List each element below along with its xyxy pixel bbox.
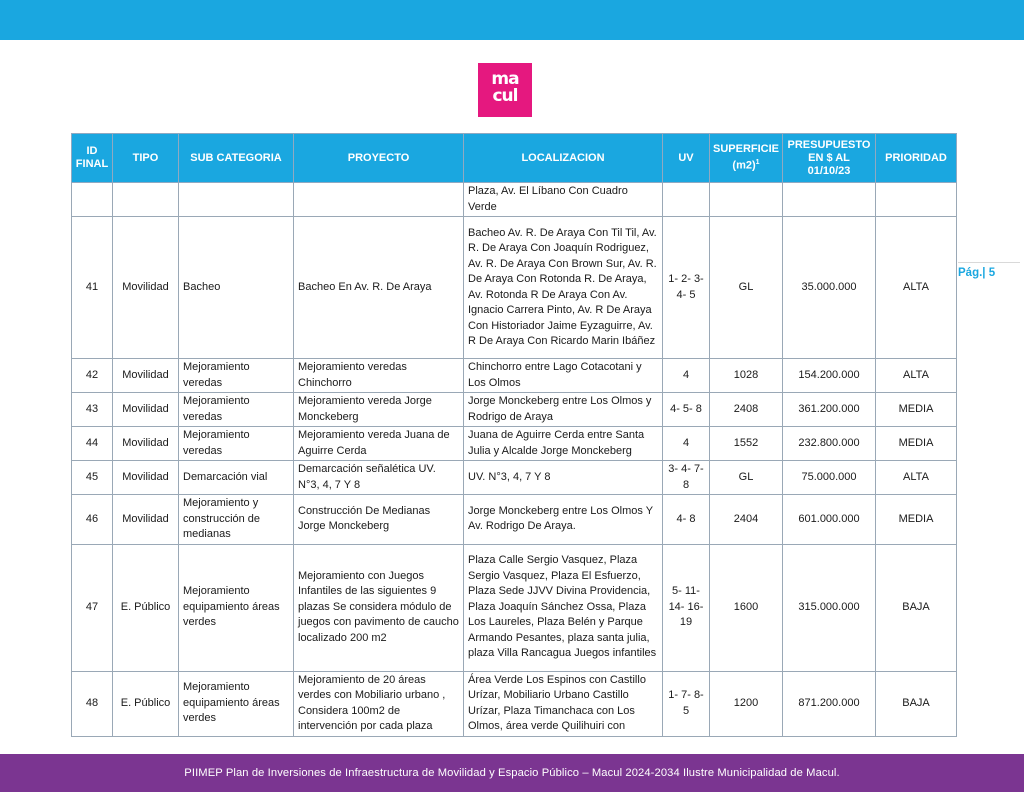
cell-presupuesto: 154.200.000: [783, 359, 876, 393]
header-tipo: TIPO: [113, 134, 179, 183]
cell-id: 46: [72, 495, 113, 545]
table-row: [72, 359, 957, 393]
cell-tipo: Movilidad: [113, 495, 179, 545]
table-row: [72, 183, 957, 217]
header-proyecto: PROYECTO: [294, 134, 464, 183]
cell-tipo: [113, 183, 179, 217]
cell-presupuesto: 35.000.000: [783, 217, 876, 359]
cell-prioridad: MEDIA: [876, 393, 957, 427]
header-superficie: [710, 134, 783, 183]
cell-uv: 1- 2- 3- 4- 5: [663, 217, 710, 359]
table-body: [72, 183, 957, 737]
cell-id: 42: [72, 359, 113, 393]
table-row: [72, 427, 957, 461]
cell-id: 48: [72, 671, 113, 736]
logo-line-2: cul: [492, 86, 518, 106]
cell-superficie: GL: [710, 461, 783, 495]
header-prioridad: PRIORIDAD: [876, 134, 957, 183]
cell-tipo: Movilidad: [113, 427, 179, 461]
cell-localizacion: UV. N°3, 4, 7 Y 8: [464, 461, 663, 495]
cell-presupuesto: [783, 183, 876, 217]
cell-superficie: 1200: [710, 671, 783, 736]
cell-id: 41: [72, 217, 113, 359]
header-sub-categoria: SUB CATEGORIA: [179, 134, 294, 183]
cell-sub-categoria: Mejoramiento equipamiento áreas verdes: [179, 544, 294, 671]
cell-id: 47: [72, 544, 113, 671]
cell-proyecto: Mejoramiento de 20 áreas verdes con Mobiliario urbano , Considera 100m2 de intervención por cada plaza: [294, 671, 464, 736]
cell-proyecto: Mejoramiento vereda Jorge Monckeberg: [294, 393, 464, 427]
cell-tipo: Movilidad: [113, 393, 179, 427]
cell-uv: 1- 7- 8- 5: [663, 671, 710, 736]
page-number: Pág.| 5: [958, 262, 1020, 279]
cell-prioridad: BAJA: [876, 671, 957, 736]
cell-uv: 3- 4- 7- 8: [663, 461, 710, 495]
cell-superficie: 1028: [710, 359, 783, 393]
cell-uv: 4- 8: [663, 495, 710, 545]
cell-sub-categoria: Mejoramiento y construcción de medianas: [179, 495, 294, 545]
cell-sub-categoria: Mejoramiento veredas: [179, 427, 294, 461]
table-header-row: [72, 134, 957, 183]
table-row: [72, 671, 957, 736]
cell-uv: 5- 11- 14- 16- 19: [663, 544, 710, 671]
footer-band: [0, 754, 1024, 792]
cell-id: 44: [72, 427, 113, 461]
cell-proyecto: Bacheo En Av. R. De Araya: [294, 217, 464, 359]
cell-localizacion: Chinchorro entre Lago Cotacotani y Los Olmos: [464, 359, 663, 393]
cell-sub-categoria: [179, 183, 294, 217]
cell-prioridad: ALTA: [876, 461, 957, 495]
cell-id: 45: [72, 461, 113, 495]
table-row: [72, 461, 957, 495]
cell-tipo: Movilidad: [113, 217, 179, 359]
cell-uv: 4: [663, 427, 710, 461]
cell-proyecto: Mejoramiento con Juegos Infantiles de las siguientes 9 plazas Se considera módulo de juegos con pavimento de caucho localizado 200 m2: [294, 544, 464, 671]
header-superficie-label: SUPERFICIE (m2): [713, 143, 780, 172]
cell-sub-categoria: Bacheo: [179, 217, 294, 359]
cell-presupuesto: 315.000.000: [783, 544, 876, 671]
cell-presupuesto: 361.200.000: [783, 393, 876, 427]
header-presupuesto: PRESUPUESTO EN $ AL 01/10/23: [783, 134, 876, 183]
cell-proyecto: Demarcación señalética UV. N°3, 4, 7 Y 8: [294, 461, 464, 495]
cell-superficie: 1552: [710, 427, 783, 461]
cell-proyecto: Mejoramiento vereda Juana de Aguirre Cerda: [294, 427, 464, 461]
header-localizacion: LOCALIZACION: [464, 134, 663, 183]
table-row: [72, 495, 957, 545]
cell-prioridad: ALTA: [876, 359, 957, 393]
cell-localizacion: Jorge Monckeberg entre Los Olmos y Rodrigo de Araya: [464, 393, 663, 427]
cell-prioridad: ALTA: [876, 217, 957, 359]
table-row: [72, 217, 957, 359]
logo-wordmark: [478, 71, 532, 105]
table-row: [72, 544, 957, 671]
cell-superficie: 2408: [710, 393, 783, 427]
cell-prioridad: [876, 183, 957, 217]
cell-id: [72, 183, 113, 217]
top-color-band: [0, 0, 1024, 40]
cell-localizacion: Bacheo Av. R. De Araya Con Til Til, Av. R. De Araya Con Joaquín Rodriguez, Av. R. De Araya Con Brown Sur, Av. R. De Araya Con Rotonda R. De Araya, Av. Rotonda R De Araya Con Av. Ignacio Carrera Pinto, Av. R De Araya Con Historiador Jaime Eyzaguirre, Av. R De Araya Con Ricardo Marin Ibáñez: [464, 217, 663, 359]
cell-tipo: E. Público: [113, 544, 179, 671]
cell-sub-categoria: Mejoramiento equipamiento áreas verdes: [179, 671, 294, 736]
cell-uv: 4: [663, 359, 710, 393]
cell-presupuesto: 601.000.000: [783, 495, 876, 545]
cell-presupuesto: 871.200.000: [783, 671, 876, 736]
cell-proyecto: Mejoramiento veredas Chinchorro: [294, 359, 464, 393]
header-id: ID FINAL: [72, 134, 113, 183]
cell-uv: 4- 5- 8: [663, 393, 710, 427]
cell-sub-categoria: Mejoramiento veredas: [179, 393, 294, 427]
cell-localizacion: Plaza, Av. El Líbano Con Cuadro Verde: [464, 183, 663, 217]
investment-table: [71, 133, 957, 737]
cell-superficie: GL: [710, 217, 783, 359]
header-uv: UV: [663, 134, 710, 183]
table-row: [72, 393, 957, 427]
cell-tipo: Movilidad: [113, 461, 179, 495]
cell-sub-categoria: Mejoramiento veredas: [179, 359, 294, 393]
cell-tipo: Movilidad: [113, 359, 179, 393]
cell-tipo: E. Público: [113, 671, 179, 736]
cell-superficie: 1600: [710, 544, 783, 671]
cell-presupuesto: 232.800.000: [783, 427, 876, 461]
cell-localizacion: Juana de Aguirre Cerda entre Santa Julia y Alcalde Jorge Monckeberg: [464, 427, 663, 461]
cell-superficie: [710, 183, 783, 217]
cell-localizacion: Jorge Monckeberg entre Los Olmos Y Av. Rodrigo De Araya.: [464, 495, 663, 545]
cell-proyecto: [294, 183, 464, 217]
cell-proyecto: Construcción De Medianas Jorge Monckeberg: [294, 495, 464, 545]
cell-sub-categoria: Demarcación vial: [179, 461, 294, 495]
cell-uv: [663, 183, 710, 217]
macul-logo: [478, 63, 532, 117]
cell-prioridad: BAJA: [876, 544, 957, 671]
cell-localizacion: Plaza Calle Sergio Vasquez, Plaza Sergio Vasquez, Plaza El Esfuerzo, Plaza Sede JJVV Divina Providencia, Plaza Joaquín Sánchez Ossa, Plaza Los Laureles, Plaza Belén y Parque Armando Pesantes, plaza santa julia, plaza Villa Rancagua Juegos infantiles: [464, 544, 663, 671]
logo-line-1: ma: [491, 69, 519, 89]
cell-id: 43: [72, 393, 113, 427]
cell-prioridad: MEDIA: [876, 427, 957, 461]
cell-prioridad: MEDIA: [876, 495, 957, 545]
cell-presupuesto: 75.000.000: [783, 461, 876, 495]
cell-localizacion: Área Verde Los Espinos con Castillo Urízar, Mobiliario Urbano Castillo Urízar, Plaza Timanchaca con Los Olmos, área verde Quilihuiri con: [464, 671, 663, 736]
cell-superficie: 2404: [710, 495, 783, 545]
header-superficie-footnote: 1: [755, 159, 760, 167]
footer-text: PIIMEP Plan de Inversiones de Infraestructura de Movilidad y Espacio Público – Macul 2024-2034 Ilustre Municipalidad de Macul.: [184, 767, 840, 779]
